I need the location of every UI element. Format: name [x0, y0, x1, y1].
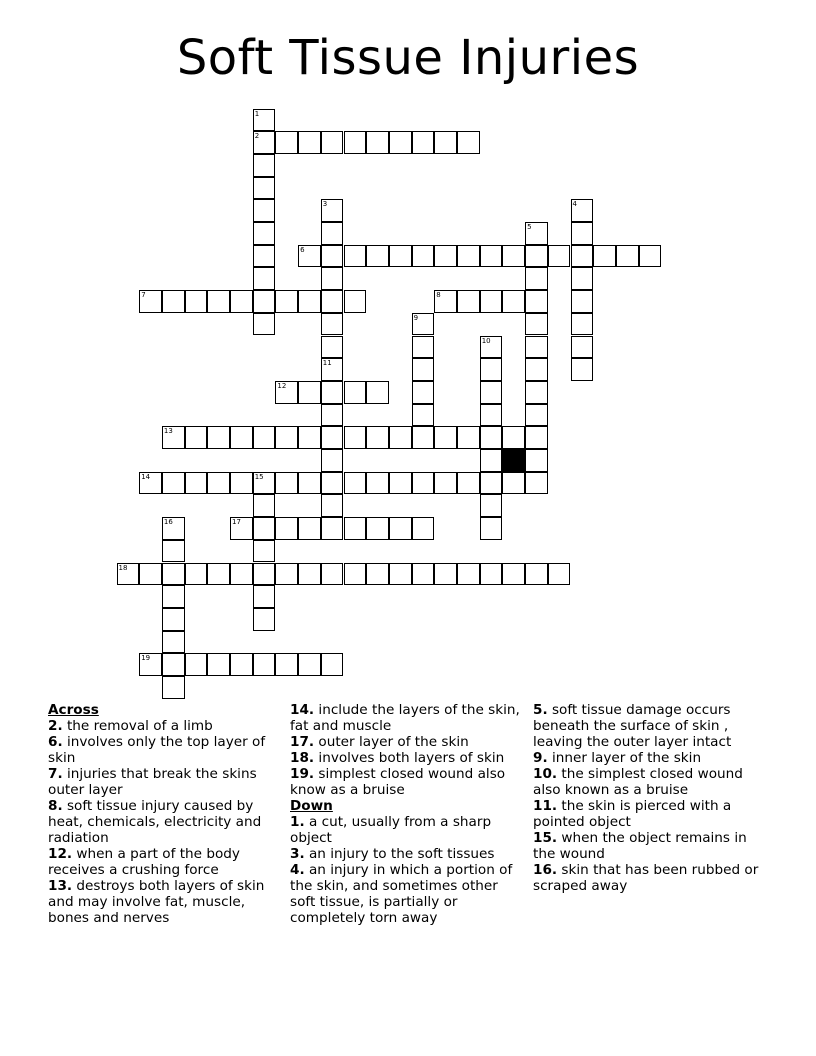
grid-cell[interactable] — [162, 563, 185, 586]
grid-cell[interactable] — [389, 563, 412, 586]
grid-cell[interactable] — [457, 426, 480, 449]
grid-cell[interactable] — [525, 313, 548, 336]
cell-number: 1 — [254, 109, 260, 118]
cell-number: 14 — [141, 472, 151, 481]
grid-cell[interactable] — [275, 381, 298, 404]
grid-cell[interactable] — [321, 563, 344, 586]
grid-cell[interactable] — [480, 494, 503, 517]
grid-cell[interactable] — [480, 245, 503, 268]
grid-cell[interactable] — [548, 563, 571, 586]
grid-cell[interactable] — [457, 290, 480, 313]
grid-cell[interactable] — [502, 426, 525, 449]
grid-cell[interactable] — [230, 290, 253, 313]
cell-number: 8 — [436, 291, 441, 300]
grid-cell[interactable] — [275, 563, 298, 586]
grid-cell[interactable] — [457, 563, 480, 586]
grid-cell[interactable] — [117, 563, 140, 586]
grid-cell[interactable] — [412, 245, 435, 268]
grid-cell[interactable] — [230, 426, 253, 449]
grid-cell[interactable] — [185, 563, 208, 586]
grid-cell[interactable] — [275, 517, 298, 540]
grid-cell[interactable] — [344, 131, 367, 154]
grid-cell[interactable] — [502, 563, 525, 586]
grid-cell[interactable] — [253, 290, 276, 313]
grid-cell[interactable] — [139, 653, 162, 676]
grid-cell[interactable] — [321, 381, 344, 404]
grid-cell[interactable] — [389, 131, 412, 154]
grid-cell[interactable] — [616, 245, 639, 268]
grid-cell[interactable] — [480, 426, 503, 449]
grid-cell[interactable] — [502, 290, 525, 313]
grid-cell[interactable] — [253, 608, 276, 631]
grid-cell[interactable] — [275, 131, 298, 154]
grid-cell[interactable] — [321, 313, 344, 336]
clues-column-3 — [533, 702, 768, 894]
grid-cell[interactable] — [525, 267, 548, 290]
grid-cell[interactable] — [412, 426, 435, 449]
grid-cell[interactable] — [457, 472, 480, 495]
grid-cell[interactable] — [389, 426, 412, 449]
clue-across-2: 2. the removal of a limb — [48, 718, 213, 734]
grid-cell[interactable] — [162, 426, 185, 449]
grid-cell[interactable] — [571, 199, 594, 222]
grid-cell[interactable] — [366, 517, 389, 540]
grid-cell[interactable] — [253, 585, 276, 608]
clues-column-2 — [290, 702, 525, 926]
grid-cell[interactable] — [275, 290, 298, 313]
grid-cell[interactable] — [480, 472, 503, 495]
grid-cell[interactable] — [525, 290, 548, 313]
grid-cell[interactable] — [525, 404, 548, 427]
grid-cell[interactable] — [412, 404, 435, 427]
grid-cell[interactable] — [571, 245, 594, 268]
grid-cell[interactable] — [525, 336, 548, 359]
grid-cell[interactable] — [275, 472, 298, 495]
grid-cell[interactable] — [185, 290, 208, 313]
cell-number: 5 — [527, 223, 532, 231]
clue-across-6: 6. involves only the top layer of skin — [48, 734, 266, 766]
grid-cell[interactable] — [525, 245, 548, 268]
clue-down-1: 1. a cut, usually from a sharp object — [290, 814, 492, 846]
clue-across-8: 8. soft tissue injury caused by heat, chemicals, electricity and radiation — [48, 798, 262, 846]
grid-cell[interactable] — [366, 245, 389, 268]
grid-cell[interactable] — [253, 267, 276, 290]
grid-cell[interactable] — [298, 426, 321, 449]
grid-cell[interactable] — [412, 472, 435, 495]
cell-number: 6 — [300, 245, 305, 254]
grid-cell[interactable] — [321, 517, 344, 540]
grid-cell[interactable] — [321, 290, 344, 313]
grid-cell[interactable] — [298, 290, 321, 313]
grid-cell[interactable] — [321, 404, 344, 427]
grid-cell[interactable] — [525, 222, 548, 245]
cell-number: 7 — [141, 291, 146, 300]
grid-cell[interactable] — [139, 563, 162, 586]
cell-number: 10 — [481, 336, 491, 345]
grid-cell[interactable] — [162, 585, 185, 608]
grid-cell[interactable] — [571, 313, 594, 336]
grid-cell[interactable] — [207, 426, 230, 449]
grid-cell[interactable] — [230, 563, 253, 586]
grid-cell[interactable] — [389, 245, 412, 268]
grid-cell[interactable] — [525, 358, 548, 381]
black-cell — [502, 449, 525, 472]
grid-cell[interactable] — [344, 290, 367, 313]
clue-across-13: 13. destroys both layers of skin and may involve fat, muscle, bones and nerves — [48, 878, 265, 926]
across-heading: Across — [48, 702, 99, 718]
grid-cell[interactable] — [162, 608, 185, 631]
grid-cell[interactable] — [253, 313, 276, 336]
clue-across-12: 12. when a part of the body receives a crushing force — [48, 846, 240, 878]
cell-number: 9 — [413, 313, 419, 322]
grid-cell[interactable] — [525, 563, 548, 586]
grid-cell[interactable] — [139, 290, 162, 313]
grid-cell[interactable] — [480, 404, 503, 427]
clue-down-15: 15. when the object remains in the wound — [533, 830, 747, 862]
clue-across-14: 14. include the layers of the skin, fat and muscle — [290, 702, 520, 734]
grid-cell[interactable] — [298, 517, 321, 540]
grid-cell[interactable] — [366, 472, 389, 495]
grid-cell[interactable] — [412, 517, 435, 540]
grid-cell[interactable] — [253, 154, 276, 177]
grid-cell[interactable] — [253, 494, 276, 517]
grid-cell[interactable] — [480, 563, 503, 586]
grid-cell[interactable] — [321, 358, 344, 381]
grid-cell[interactable] — [502, 472, 525, 495]
clues-column-1 — [48, 702, 283, 926]
grid-cell[interactable] — [344, 563, 367, 586]
grid-cell[interactable] — [321, 449, 344, 472]
down-heading: Down — [290, 798, 333, 814]
grid-cell[interactable] — [525, 381, 548, 404]
grid-cell[interactable] — [412, 336, 435, 359]
grid-cell[interactable] — [321, 653, 344, 676]
grid-cell[interactable] — [275, 426, 298, 449]
grid-cell[interactable] — [366, 563, 389, 586]
grid-cell[interactable] — [412, 131, 435, 154]
grid-cell[interactable] — [207, 290, 230, 313]
grid-cell[interactable] — [321, 245, 344, 268]
grid-cell[interactable] — [207, 563, 230, 586]
cell-number: 17 — [232, 518, 241, 527]
grid-cell[interactable] — [344, 472, 367, 495]
clue-down-3: 3. an injury to the soft tissues — [290, 846, 495, 862]
grid-cell[interactable] — [230, 517, 253, 540]
grid-cell[interactable] — [298, 653, 321, 676]
grid-cell[interactable] — [434, 426, 457, 449]
grid-cell[interactable] — [571, 290, 594, 313]
cell-number: 18 — [118, 563, 128, 572]
grid-cell[interactable] — [162, 290, 185, 313]
clue-across-7: 7. injuries that break the skins outer layer — [48, 766, 257, 798]
grid-cell[interactable] — [434, 290, 457, 313]
grid-cell[interactable] — [321, 222, 344, 245]
grid-cell[interactable] — [434, 131, 457, 154]
grid-cell[interactable] — [480, 336, 503, 359]
clue-across-17: 17. outer layer of the skin — [290, 734, 469, 750]
grid-cell[interactable] — [480, 358, 503, 381]
grid-cell[interactable] — [344, 245, 367, 268]
grid-cell[interactable] — [162, 676, 185, 699]
grid-cell[interactable] — [366, 381, 389, 404]
grid-cell[interactable] — [185, 472, 208, 495]
grid-cell[interactable] — [366, 131, 389, 154]
grid-cell[interactable] — [502, 245, 525, 268]
grid-cell[interactable] — [162, 631, 185, 654]
grid-cell[interactable] — [162, 517, 185, 540]
cell-number: 15 — [254, 472, 264, 481]
grid-cell[interactable] — [298, 472, 321, 495]
grid-cell[interactable] — [321, 199, 344, 222]
grid-cell[interactable] — [253, 131, 276, 154]
grid-cell[interactable] — [412, 381, 435, 404]
grid-cell[interactable] — [162, 653, 185, 676]
grid-cell[interactable] — [344, 517, 367, 540]
grid-cell[interactable] — [344, 381, 367, 404]
grid-cell[interactable] — [230, 653, 253, 676]
grid-cell[interactable] — [253, 563, 276, 586]
grid-cell[interactable] — [253, 199, 276, 222]
grid-cell[interactable] — [298, 563, 321, 586]
grid-cell[interactable] — [321, 131, 344, 154]
grid-cell[interactable] — [230, 472, 253, 495]
cell-number: 4 — [572, 200, 577, 209]
clue-down-11: 11. the skin is pierced with a pointed object — [533, 798, 732, 830]
cell-number: 12 — [277, 381, 287, 390]
grid-cell[interactable] — [253, 653, 276, 676]
grid-cell[interactable] — [321, 494, 344, 517]
clue-down-5: 5. soft tissue damage occurs beneath the surface of skin , leaving the outer layer intact — [533, 702, 732, 750]
cell-number: 11 — [322, 359, 332, 368]
grid-cell[interactable] — [457, 131, 480, 154]
cell-number: 13 — [163, 427, 173, 436]
grid-cell[interactable] — [366, 426, 389, 449]
grid-cell[interactable] — [480, 290, 503, 313]
grid-cell[interactable] — [162, 540, 185, 563]
clue-down-10: 10. the simplest closed wound also known as a bruise — [533, 766, 743, 798]
grid-cell[interactable] — [639, 245, 662, 268]
grid-cell[interactable] — [412, 358, 435, 381]
grid-cell[interactable] — [321, 472, 344, 495]
grid-cell[interactable] — [207, 472, 230, 495]
cell-number: 2 — [254, 132, 260, 141]
grid-cell[interactable] — [571, 336, 594, 359]
cell-number: 3 — [322, 200, 328, 209]
grid-cell[interactable] — [253, 517, 276, 540]
clue-down-9: 9. inner layer of the skin — [533, 750, 702, 766]
grid-cell[interactable] — [162, 472, 185, 495]
cell-number: 19 — [141, 654, 151, 663]
grid-cell[interactable] — [571, 358, 594, 381]
grid-cell[interactable] — [571, 267, 594, 290]
grid-cell[interactable] — [434, 472, 457, 495]
clue-across-19: 19. simplest closed wound also know as a bruise — [290, 766, 506, 798]
grid-cell[interactable] — [593, 245, 616, 268]
grid-cell[interactable] — [525, 472, 548, 495]
grid-cell[interactable] — [321, 336, 344, 359]
grid-cell[interactable] — [457, 245, 480, 268]
grid-cell[interactable] — [344, 426, 367, 449]
grid-cell[interactable] — [253, 177, 276, 200]
grid-cell[interactable] — [480, 381, 503, 404]
grid-cell[interactable] — [298, 381, 321, 404]
grid-cell[interactable] — [480, 517, 503, 540]
grid-cell[interactable] — [412, 313, 435, 336]
grid-cell[interactable] — [434, 245, 457, 268]
grid-cell[interactable] — [207, 653, 230, 676]
cell-number: 16 — [163, 518, 173, 527]
grid-cell[interactable] — [434, 563, 457, 586]
grid-cell[interactable] — [412, 563, 435, 586]
grid-cell[interactable] — [253, 109, 276, 132]
grid-cell[interactable] — [185, 426, 208, 449]
grid-cell[interactable] — [253, 426, 276, 449]
clue-across-18: 18. involves both layers of skin — [290, 750, 505, 766]
grid-cell[interactable] — [298, 245, 321, 268]
grid-cell[interactable] — [185, 653, 208, 676]
page-title: Soft Tissue Injuries — [176, 30, 640, 86]
grid-cell[interactable] — [321, 426, 344, 449]
grid-cell[interactable] — [321, 267, 344, 290]
grid-cell[interactable] — [139, 472, 162, 495]
grid-cell[interactable] — [525, 426, 548, 449]
grid-cell[interactable] — [525, 449, 548, 472]
grid-cell[interactable] — [389, 472, 412, 495]
grid-cell[interactable] — [275, 653, 298, 676]
grid-cell[interactable] — [480, 449, 503, 472]
grid-cell[interactable] — [253, 222, 276, 245]
grid-cell[interactable] — [253, 472, 276, 495]
grid-cell[interactable] — [253, 245, 276, 268]
grid-cell[interactable] — [548, 245, 571, 268]
clue-down-16: 16. skin that has been rubbed or scraped away — [533, 862, 759, 894]
grid-cell[interactable] — [298, 131, 321, 154]
clue-down-4: 4. an injury in which a portion of the skin, and sometimes other soft tissue, is partially or completely torn away — [290, 862, 513, 926]
grid-cell[interactable] — [389, 517, 412, 540]
grid-cell[interactable] — [253, 540, 276, 563]
grid-cell[interactable] — [571, 222, 594, 245]
